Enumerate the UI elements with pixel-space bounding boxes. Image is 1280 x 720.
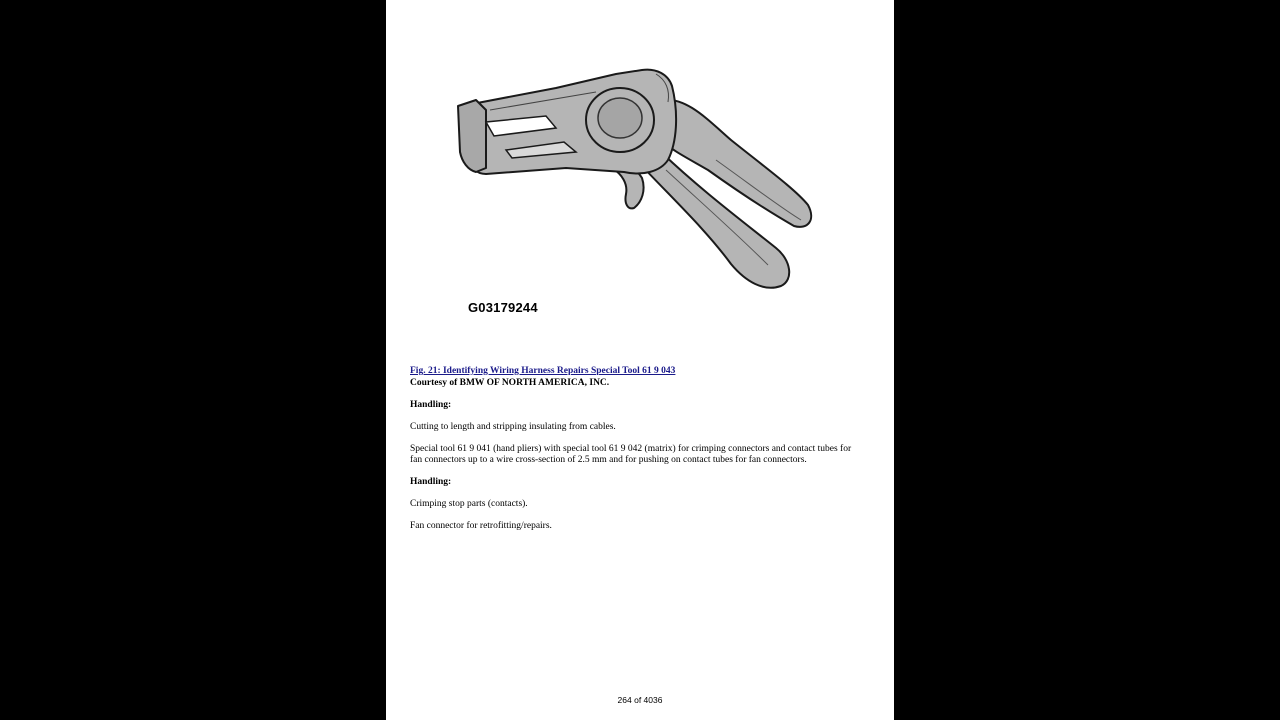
tool-illustration: [446, 60, 826, 300]
paragraph-fan-connector: Fan connector for retrofitting/repairs.: [410, 521, 552, 531]
figure-caption-link[interactable]: Fig. 21: Identifying Wiring Harness Repairs Special Tool 61 9 043: [410, 366, 676, 376]
document-body: [410, 366, 856, 543]
document-page: [386, 0, 894, 720]
figure-code: G03179244: [468, 300, 538, 315]
handling-heading-1: Handling:: [410, 399, 452, 410]
wire-stripping-pliers-icon: [446, 60, 826, 300]
page-number: 264 of 4036: [617, 695, 663, 705]
paragraph-crimping: Crimping stop parts (contacts).: [410, 499, 528, 509]
courtesy-line: Courtesy of BMW OF NORTH AMERICA, INC.: [410, 377, 610, 388]
paragraph-cutting: Cutting to length and stripping insulating from cables.: [410, 421, 616, 432]
paragraph-special-tool: Special tool 61 9 041 (hand pliers) with special tool 61 9 042 (matrix) for crimping connectors and contact tubes for fan connectors up to a wire cross-section of 2.5 mm and for pushing on contact tubes for fan connectors.: [410, 443, 852, 465]
handling-heading-2: Handling:: [410, 477, 452, 487]
